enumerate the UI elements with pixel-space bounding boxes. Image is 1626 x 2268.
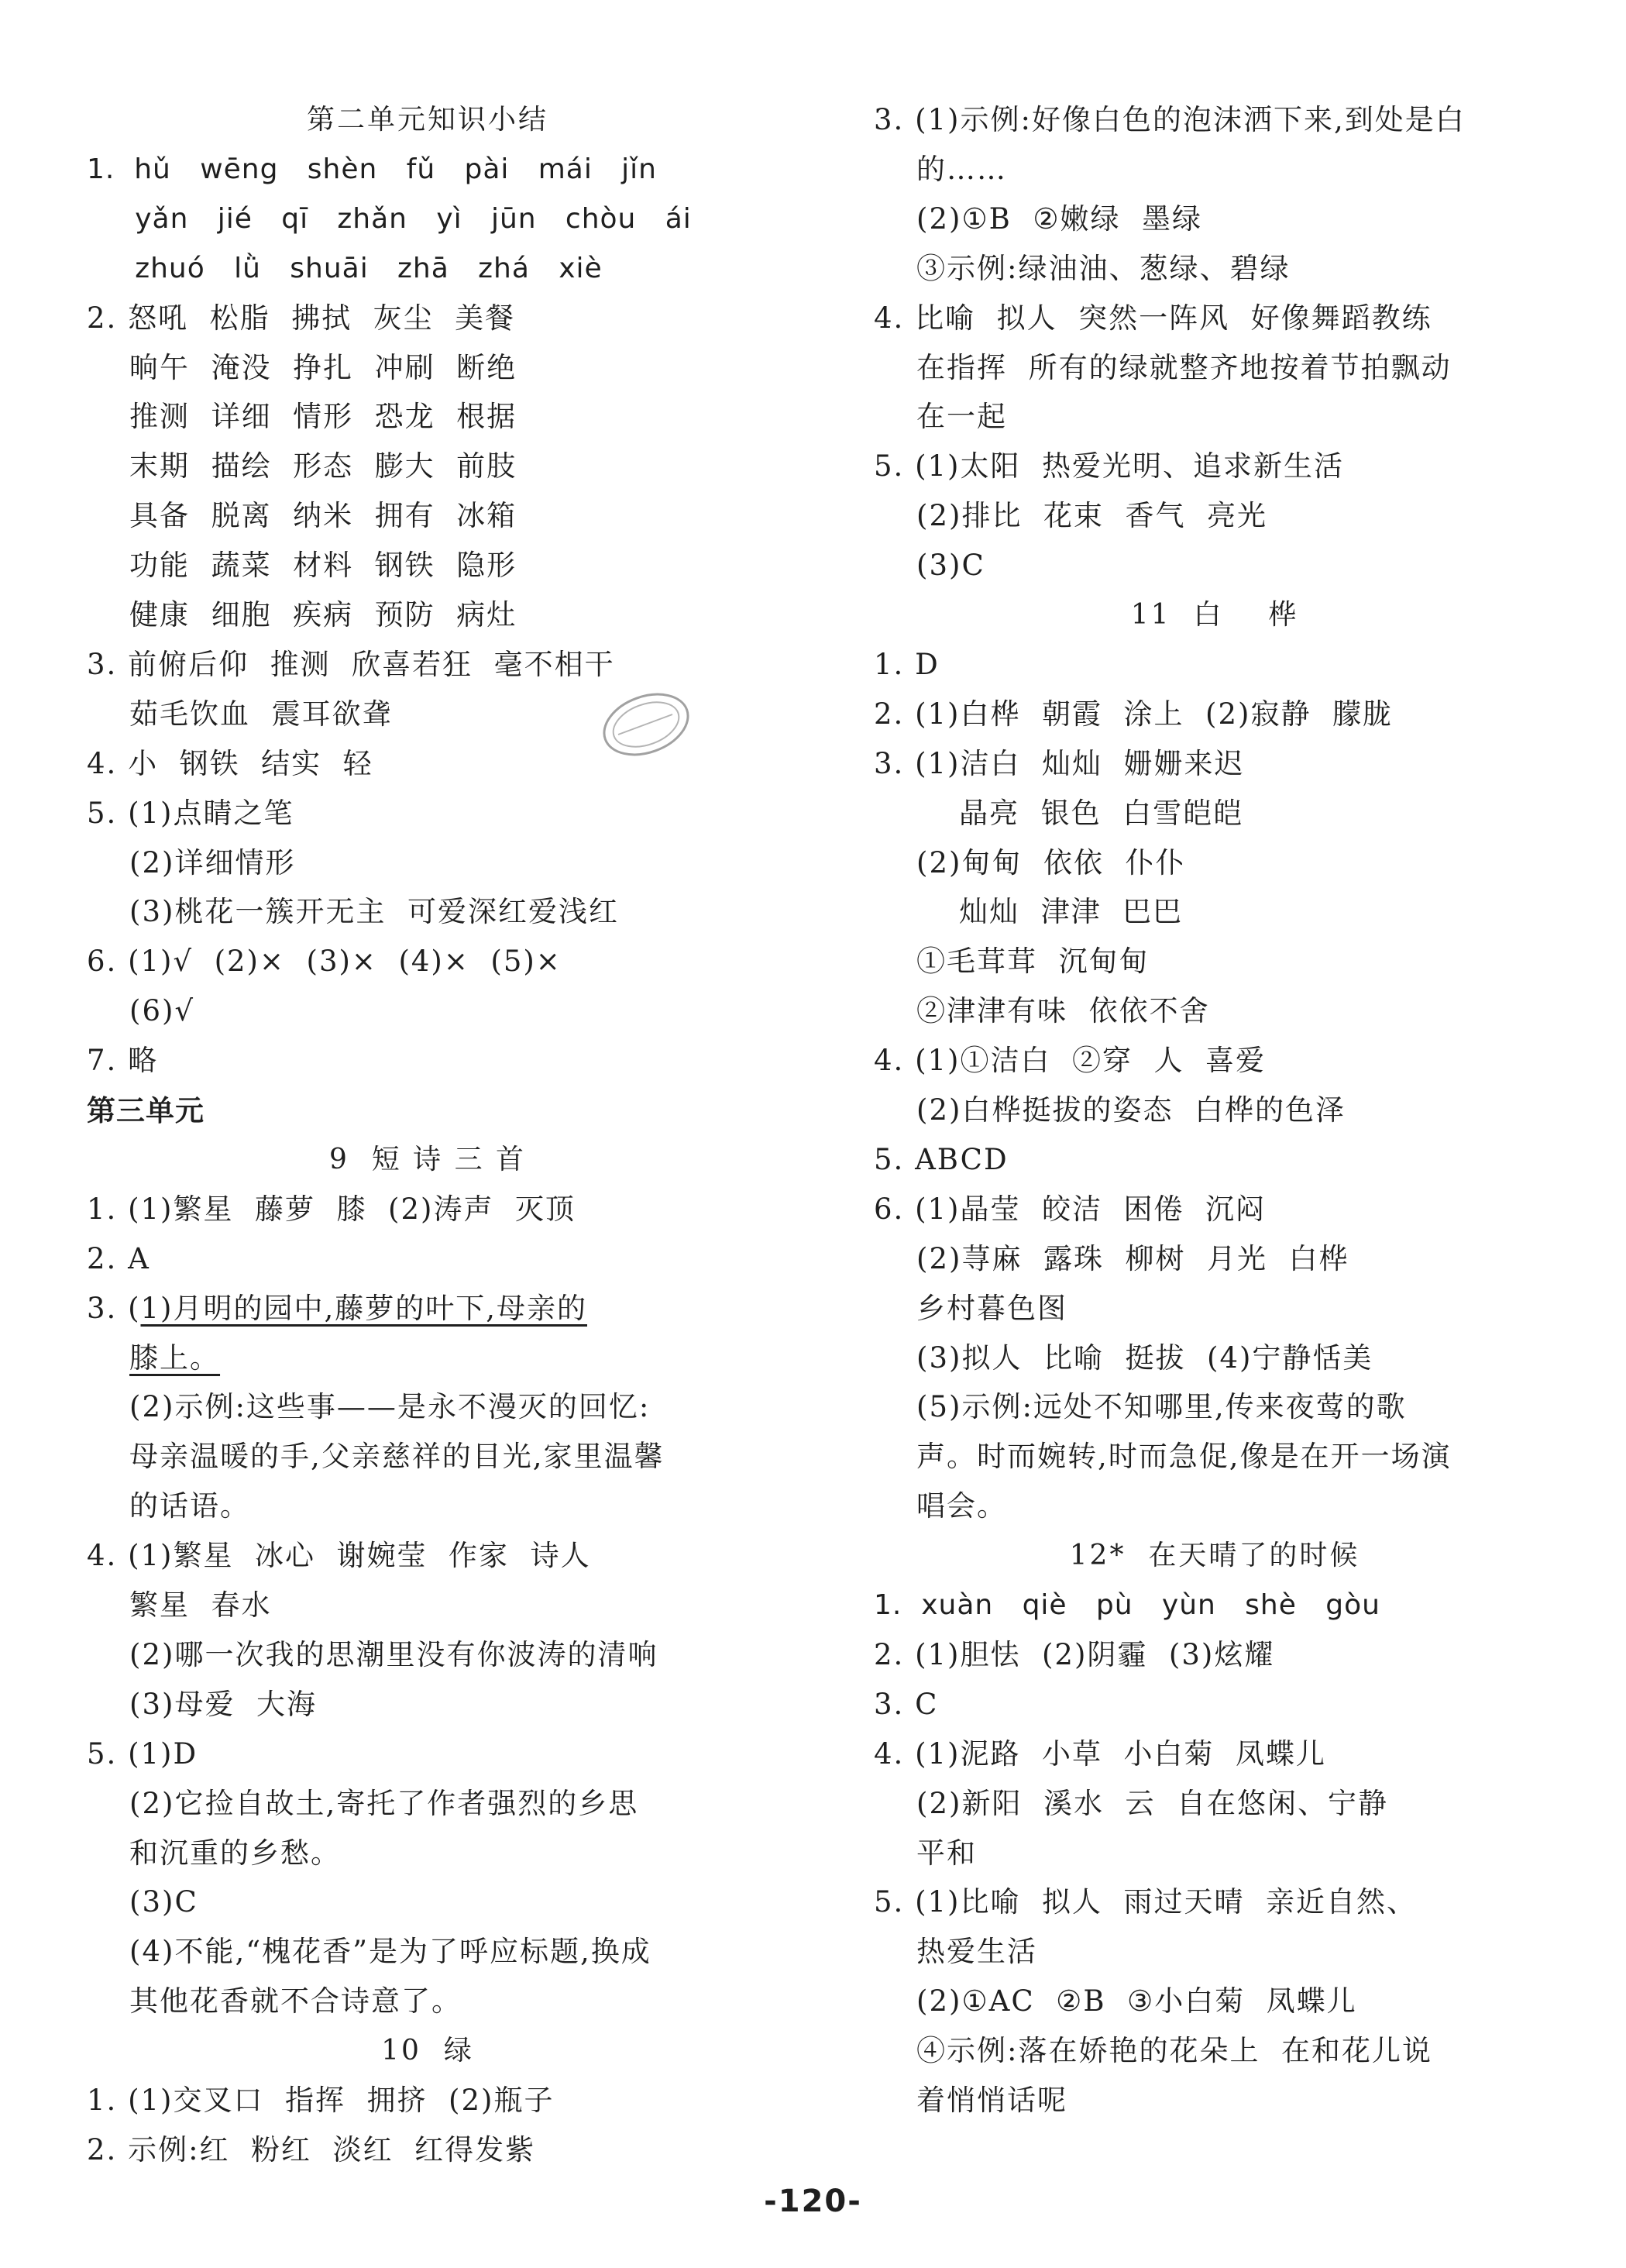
- left-column-line: (2)哪一次我的思潮里没有你波涛的清响: [87, 1637, 658, 1671]
- right-column-line: 3. (1)示例:好像白色的泡沫洒下来,到处是白: [874, 103, 1466, 136]
- right-column-line: (2)①AC ②B ③小白菊 凤蝶儿: [874, 1984, 1357, 2018]
- left-column-line: (3)母爱 大海: [87, 1687, 317, 1721]
- left-column-line: (6)√: [87, 994, 195, 1028]
- left-column-line: 2. 示例:红 粉红 淡红 红得发紫: [87, 2132, 536, 2166]
- left-column-line: (3)桃花一簇开无主 可爱深红爱浅红: [87, 895, 619, 929]
- right-column-line: ④示例:落在娇艳的花朵上 在和花儿说: [874, 2034, 1433, 2068]
- right-column-line: (2)白桦挺拔的姿态 白桦的色泽: [874, 1093, 1346, 1127]
- right-column-line: 3. (1)洁白 灿灿 姗姗来迟: [874, 746, 1245, 780]
- left-column-line: 6. (1)√ (2)× (3)× (4)× (5)×: [87, 945, 562, 979]
- right-column-line: ③示例:绿油油、葱绿、碧绿: [874, 251, 1291, 285]
- right-column-line: 在指挥 所有的绿就整齐地按着节拍飘动: [874, 350, 1452, 384]
- right-column-line: (2)甸甸 依依 仆仆: [874, 845, 1186, 879]
- right-column-line: 5. ABCD: [874, 1142, 1009, 1176]
- right-column-line: 在一起: [874, 400, 1008, 434]
- left-column-line: (3)C: [87, 1885, 198, 1919]
- right-column-line: 11 白 桦: [1130, 599, 1299, 631]
- left-column-line: 其他花香就不合诗意了。: [87, 1984, 462, 2018]
- right-column-line: 1. xuàn qiè pù yùn shè gòu: [874, 1589, 1380, 1621]
- right-column-line: 唱会。: [874, 1489, 1008, 1523]
- right-column-line: 3. C: [874, 1687, 939, 1721]
- left-column-line: 功能 蔬菜 材料 钢铁 隐形: [87, 549, 517, 583]
- left-column-line: 7. 略: [87, 1044, 159, 1078]
- right-column-line: 5. (1)比喻 拟人 雨过天晴 亲近自然、: [874, 1885, 1418, 1919]
- right-column-line: (2)新阳 溪水 云 自在悠闲、宁静: [874, 1786, 1389, 1820]
- right-column-line: 灿灿 津津 巴巴: [874, 895, 1184, 929]
- left-column-line: 5. (1)点睛之笔: [87, 796, 294, 830]
- right-column-line: 1. D: [874, 647, 940, 681]
- right-column-line: (3)C: [874, 549, 985, 583]
- stamp-icon: [595, 687, 697, 762]
- right-column-line: 2. (1)胆怯 (2)阴霾 (3)炫耀: [874, 1637, 1275, 1671]
- left-column-line: zhuó lǜ shuāi zhā zhá xiè: [87, 252, 603, 284]
- right-column-line: 的……: [874, 152, 1008, 186]
- right-column-line: 热爱生活: [874, 1935, 1038, 1969]
- left-column-line: 2. A: [87, 1241, 150, 1275]
- left-column-line: 1. (1)繁星 藤萝 膝 (2)涛声 灭顶: [87, 1192, 576, 1226]
- right-column-line: 乡村暮色图: [874, 1291, 1068, 1325]
- right-column-line: 2. (1)白桦 朝霞 涂上 (2)寂静 朦胧: [874, 697, 1393, 731]
- left-column-line: (4)不能,“槐花香”是为了呼应标题,换成: [87, 1935, 651, 1969]
- left-column-line: 繁星 春水: [87, 1588, 272, 1622]
- left-column-line: 晌午 淹没 挣扎 冲刷 断绝: [87, 350, 517, 384]
- right-column-line: 6. (1)晶莹 皎洁 困倦 沉闷: [874, 1192, 1267, 1226]
- left-column-line: 2. 怒吼 松脂 拂拭 灰尘 美餐: [87, 301, 516, 335]
- right-column-line: 着悄悄话呢: [874, 2084, 1068, 2117]
- right-column-line: 4. 比喻 拟人 突然一阵风 好像舞蹈教练: [874, 301, 1432, 335]
- left-column-line: 9 短 诗 三 首: [328, 1143, 527, 1175]
- left-column-line: 母亲温暖的手,父亲慈祥的目光,家里温馨: [87, 1440, 665, 1474]
- left-column-line: 4. 小 钢铁 结实 轻: [87, 746, 373, 780]
- left-column-line: 推测 详细 情形 恐龙 根据: [87, 400, 517, 434]
- left-column-line: 第二单元知识小结: [306, 104, 548, 136]
- left-column-line: yǎn jié qī zhǎn yì jūn chòu ái: [87, 202, 692, 235]
- right-column-line: 4. (1)①洁白 ②穿 人 喜爱: [874, 1044, 1267, 1078]
- left-column-line: (2)示例:这些事——是永不漫灭的回忆:: [87, 1390, 651, 1424]
- right-column-line: ①毛茸茸 沉甸甸: [874, 945, 1150, 979]
- left-column-line: 3. (1)月明的园中,藤萝的叶下,母亲的: [87, 1291, 587, 1325]
- left-column-line: 3. 前俯后仰 推测 欣喜若狂 毫不相干: [87, 647, 615, 681]
- left-column-line: 10 绿: [381, 2035, 474, 2067]
- right-column-line: 平和: [874, 1836, 978, 1870]
- left-column-line: 的话语。: [87, 1489, 251, 1523]
- left-column-line: (2)详细情形: [87, 845, 296, 879]
- right-column-line: (3)拟人 比喻 挺拔 (4)宁静恬美: [874, 1340, 1373, 1375]
- right-column-line: (2)荨麻 露珠 柳树 月光 白桦: [874, 1241, 1349, 1275]
- left-column-line: 第三单元: [87, 1093, 205, 1127]
- right-column-line: (5)示例:远处不知哪里,传来夜莺的歌: [874, 1390, 1407, 1424]
- left-column-line: 具备 脱离 纳米 拥有 冰箱: [87, 499, 517, 533]
- left-column-line: 5. (1)D: [87, 1736, 198, 1771]
- left-column-line: 4. (1)繁星 冰心 谢婉莹 作家 诗人: [87, 1539, 591, 1573]
- right-column-line: 声。时而婉转,时而急促,像是在开一场演: [874, 1440, 1452, 1474]
- left-column-line: (2)它捡自故土,寄托了作者强烈的乡思: [87, 1786, 639, 1820]
- right-column-line: ②津津有味 依依不舍: [874, 994, 1210, 1028]
- right-column-line: (2)排比 花束 香气 亮光: [874, 499, 1268, 533]
- right-column-line: 5. (1)太阳 热爱光明、追求新生活: [874, 449, 1344, 484]
- left-column-line: 1. hǔ wēng shèn fǔ pài mái jǐn: [87, 153, 657, 185]
- right-column-line: 4. (1)泥路 小草 小白菊 凤蝶儿: [874, 1736, 1327, 1771]
- right-column-line: 12* 在天晴了的时候: [1069, 1540, 1360, 1572]
- left-column-line: 茹毛饮血 震耳欲聋: [87, 697, 393, 731]
- left-column-line: 末期 描绘 形态 膨大 前肢: [87, 449, 517, 484]
- left-column-line: 和沉重的乡愁。: [87, 1836, 342, 1870]
- right-column-line: (2)①B ②嫩绿 墨绿: [874, 201, 1203, 236]
- left-column-line: 健康 细胞 疾病 预防 病灶: [87, 598, 517, 632]
- page-number: -120-: [764, 2184, 862, 2219]
- left-column-line: 1. (1)交叉口 指挥 拥挤 (2)瓶子: [87, 2084, 555, 2117]
- left-column-line: 膝上。: [129, 1340, 221, 1375]
- right-column-line: 晶亮 银色 白雪皑皑: [874, 796, 1244, 830]
